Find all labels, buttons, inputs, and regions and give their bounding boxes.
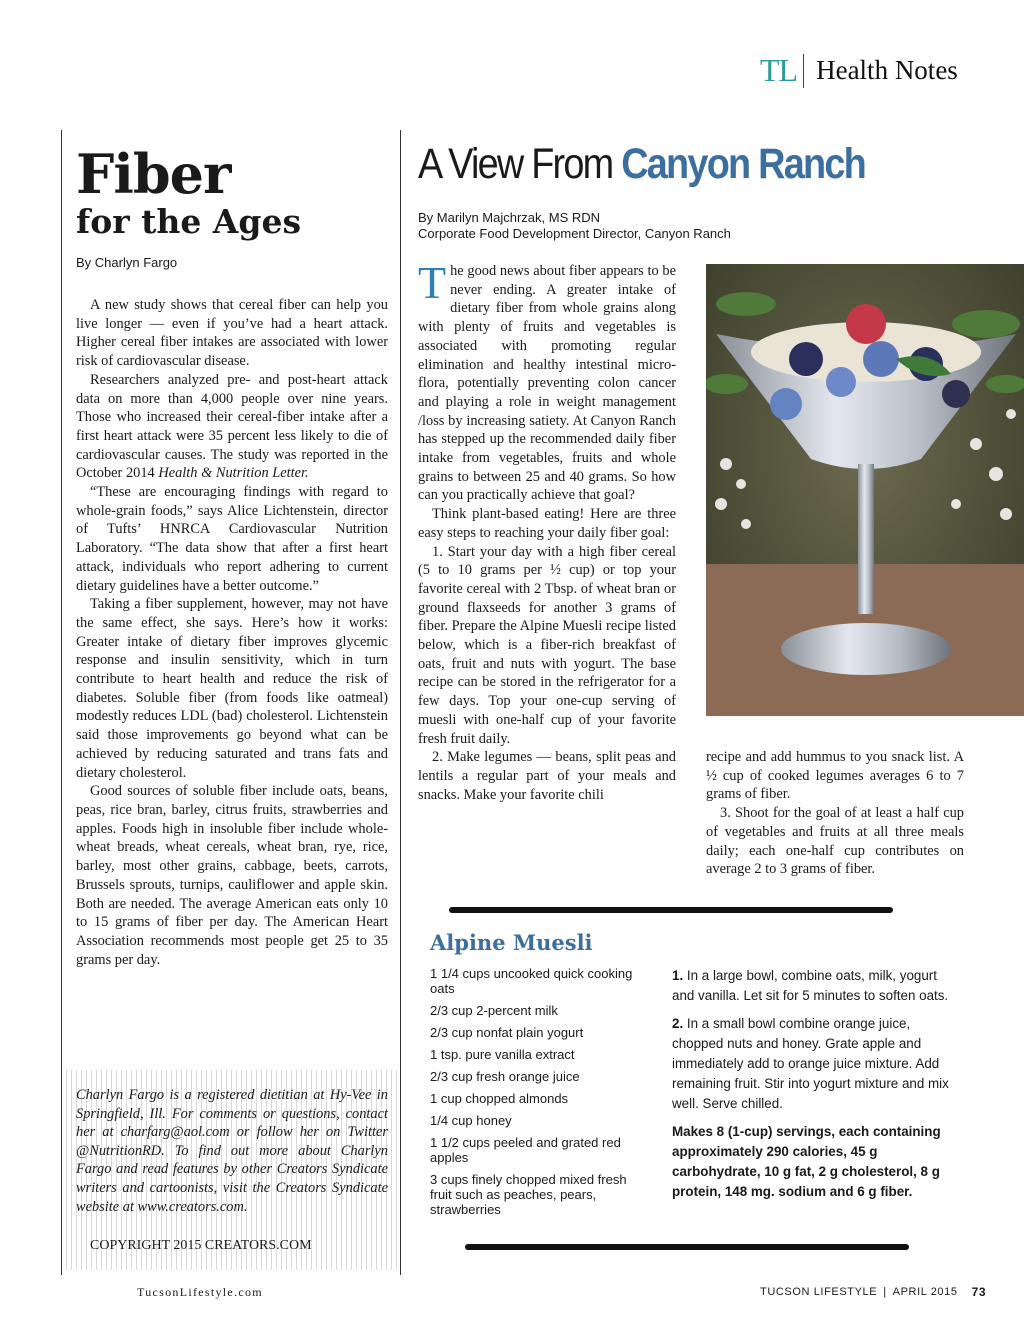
ingredient-item: 3 cups finely chopped mixed fresh fruit such as peaches, pears, strawberries xyxy=(430,1172,627,1217)
recipe-directions xyxy=(672,966,957,1210)
direction-step: 2. In a small bowl combine orange juice, chopped nuts and honey. Grate apple and immediately add to orange juice mixture. Add remaining fruit. Stir into yogurt mixture and mix well. Serve chilled. xyxy=(672,1016,949,1111)
ingredient-item: 1 cup chopped almonds xyxy=(430,1091,569,1106)
logo-divider xyxy=(803,54,804,88)
footer-website: TucsonLifestyle.com xyxy=(137,1285,263,1299)
ingredient-item: 1 1/4 cups uncooked quick cooking oats xyxy=(430,966,633,996)
article-subtitle: for the Ages xyxy=(76,202,302,241)
magazine-name: TUCSON LIFESTYLE xyxy=(760,1286,878,1298)
ingredient-item: 2/3 cup 2-percent milk xyxy=(430,1003,558,1018)
title-accent: Canyon Ranch xyxy=(621,140,865,188)
paragraph: A new study shows that cereal fiber can help you live longer — even if you’ve had a heart attack. Higher cereal fiber intakes are associated with lower risk of cardiovascular disease. xyxy=(76,297,388,370)
paragraph: recipe and add hummus to you snack list. A ½ cup of cooked legumes averages 6 to 7 grams of fiber. xyxy=(706,749,964,803)
page-number: 73 xyxy=(971,1285,987,1299)
direction-step: 1. In a large bowl, combine oats, milk, yogurt and vanilla. Let sit for 5 minutes to soften oats. xyxy=(672,968,949,1003)
author-bio: Charlyn Fargo is a registered dietitian at Hy-Vee in Springfield, Ill. For comments or questions, contact her at charfarg@aol.com or follow her on Twitter @NutritionRD. To find out more about Charlyn Fargo and read features by other Creators Syndicate writers and cartoonists, visit the Creators Syndicate website at www.creators.com. xyxy=(76,1087,388,1215)
journal-name: Health & Nutrition Letter. xyxy=(158,465,309,482)
ingredient-item: 1 tsp. pure vanilla extract xyxy=(430,1047,575,1062)
paragraph: 1. Start your day with a high fiber cereal (5 to 10 grams per ½ cup) or top your favorite cereal with 2 Tbsp. of wheat bran or ground flaxseeds for another 3 grams of fiber. Prepare the Alpine Muesli recipe listed below, which is a fiber-rich breakfast of oats, fruit and nuts with yogurt. The base recipe can be stored in the refrigerator for a few days. Top your one-cup serving of muesli with one-half cup of your favorite fresh fruit daily. xyxy=(418,543,676,747)
nutrition-info: Makes 8 (1-cup) servings, each containing approximately 290 calories, 45 g carbohydrate, 10 g fat, 2 g cholesterol, 8 g protein, 148 mg. sodium and 6 g fiber. xyxy=(672,1124,941,1199)
muesli-illustration xyxy=(706,264,1024,716)
paragraph: Researchers analyzed pre- and post-heart attack data on more than 4,000 people over nine years. Those who increased their cereal-fiber intake after a first heart attack were 35 percent less likely to die of cardiovascular causes. The study was reported in the October 2014 Health & Nutrition Letter. xyxy=(76,371,388,482)
ingredient-item: 1 1/2 cups peeled and grated red apples xyxy=(430,1135,621,1165)
ingredient-item: 1/4 cup honey xyxy=(430,1113,512,1128)
article-byline: By Charlyn Fargo xyxy=(76,255,178,270)
paragraph: “These are encouraging findings with regard to whole-grain foods,” says Alice Lichtenstein, director of Tufts’ HNRCA Cardiovascular Nutrition Laboratory. “The data show that after a first heart attack, individuals who report adhering to current dietary guidelines have a better outcome.” xyxy=(76,484,388,594)
right-article-column-1 xyxy=(418,257,676,804)
right-article-column-2 xyxy=(706,748,964,879)
ingredient-item: 2/3 cup nonfat plain yogurt xyxy=(430,1025,584,1040)
section-title: Health Notes xyxy=(816,55,958,85)
paragraph: Think plant-based eating! Here are three easy steps to reaching your daily fiber goal: xyxy=(418,506,676,541)
ingredient-item: 2/3 cup fresh orange juice xyxy=(430,1069,580,1084)
footer-separator: | xyxy=(883,1286,887,1298)
paragraph: The good news about fiber appears to be never ending. A greater intake of dietary fiber from whole grains along with plenty of fruits and vegetables is associated with promoting regular elimination and healthy intestinal micro-flora, potentially preventing colon cancer and playing a role in weight management /loss by increasing satiety. At Canyon Ranch has stepped up the recommended daily fiber intake from vegetables, fruits and whole grains to between 25 and 40 grams. So how can you practically achieve that goal? xyxy=(418,257,676,504)
recipe-bottom-rule xyxy=(465,1244,909,1250)
right-article-title: A View From Canyon Ranch xyxy=(418,140,865,188)
paragraph: Taking a fiber supplement, however, may not have the same effect, she says. Here’s how it works: Greater intake of dietary fiber improves glycemic response and insulin sensitivity, which in turn contribute to heart health and reduce the risk of diabetes. Soluble fiber (from foods like oatmeal) modestly reduces LDL (bad) cholesterol. Lichtenstein said those improvements go beyond what can be achieved by reducing saturated and trans fats and dietary cholesterol. xyxy=(76,596,388,781)
copyright-notice: COPYRIGHT 2015 CREATORS.COM xyxy=(90,1238,312,1253)
paragraph: 2. Make legumes — beans, split peas and lentils a regular part of your meals and snacks. Make your favorite chili xyxy=(418,749,676,803)
left-article xyxy=(76,142,388,969)
footer-folio xyxy=(760,1285,986,1299)
center-column-rule xyxy=(400,130,401,1275)
article-body xyxy=(76,296,388,969)
recipe-top-rule xyxy=(449,907,893,913)
tl-logo: TL xyxy=(760,52,798,88)
issue-date: APRIL 2015 xyxy=(892,1286,958,1298)
article-title: Fiber xyxy=(76,142,231,206)
section-header xyxy=(760,52,958,89)
right-article-byline: By Marilyn Majchrzak, MS RDN Corporate Food Development Director, Canyon Ranch xyxy=(418,210,731,241)
paragraph: 3. Shoot for the goal of at least a half cup of vegetables and fruits at all three meals daily; each one-half cup contributes on average 2 to 3 grams of fiber. xyxy=(706,805,964,878)
drop-cap: T xyxy=(418,257,447,308)
ingredient-list xyxy=(430,966,650,1224)
recipe-title: Alpine Muesli xyxy=(430,930,593,955)
muesli-photo xyxy=(706,264,1024,716)
paragraph: Good sources of soluble fiber include oats, beans, peas, rice bran, barley, citrus fruits, strawberries and apples. Foods high in insoluble fiber include whole-wheat breads, wheat cereals, wheat bran, rye, rice, barley, most other grains, cabbage, beets, carrots, Brussels sprouts, turnips, cauliflower and apple skin. Both are needed. The average American eats only 10 to 15 grams of fiber per day. The American Heart Association recommends most people get 25 to 35 grams per day. xyxy=(76,783,388,968)
